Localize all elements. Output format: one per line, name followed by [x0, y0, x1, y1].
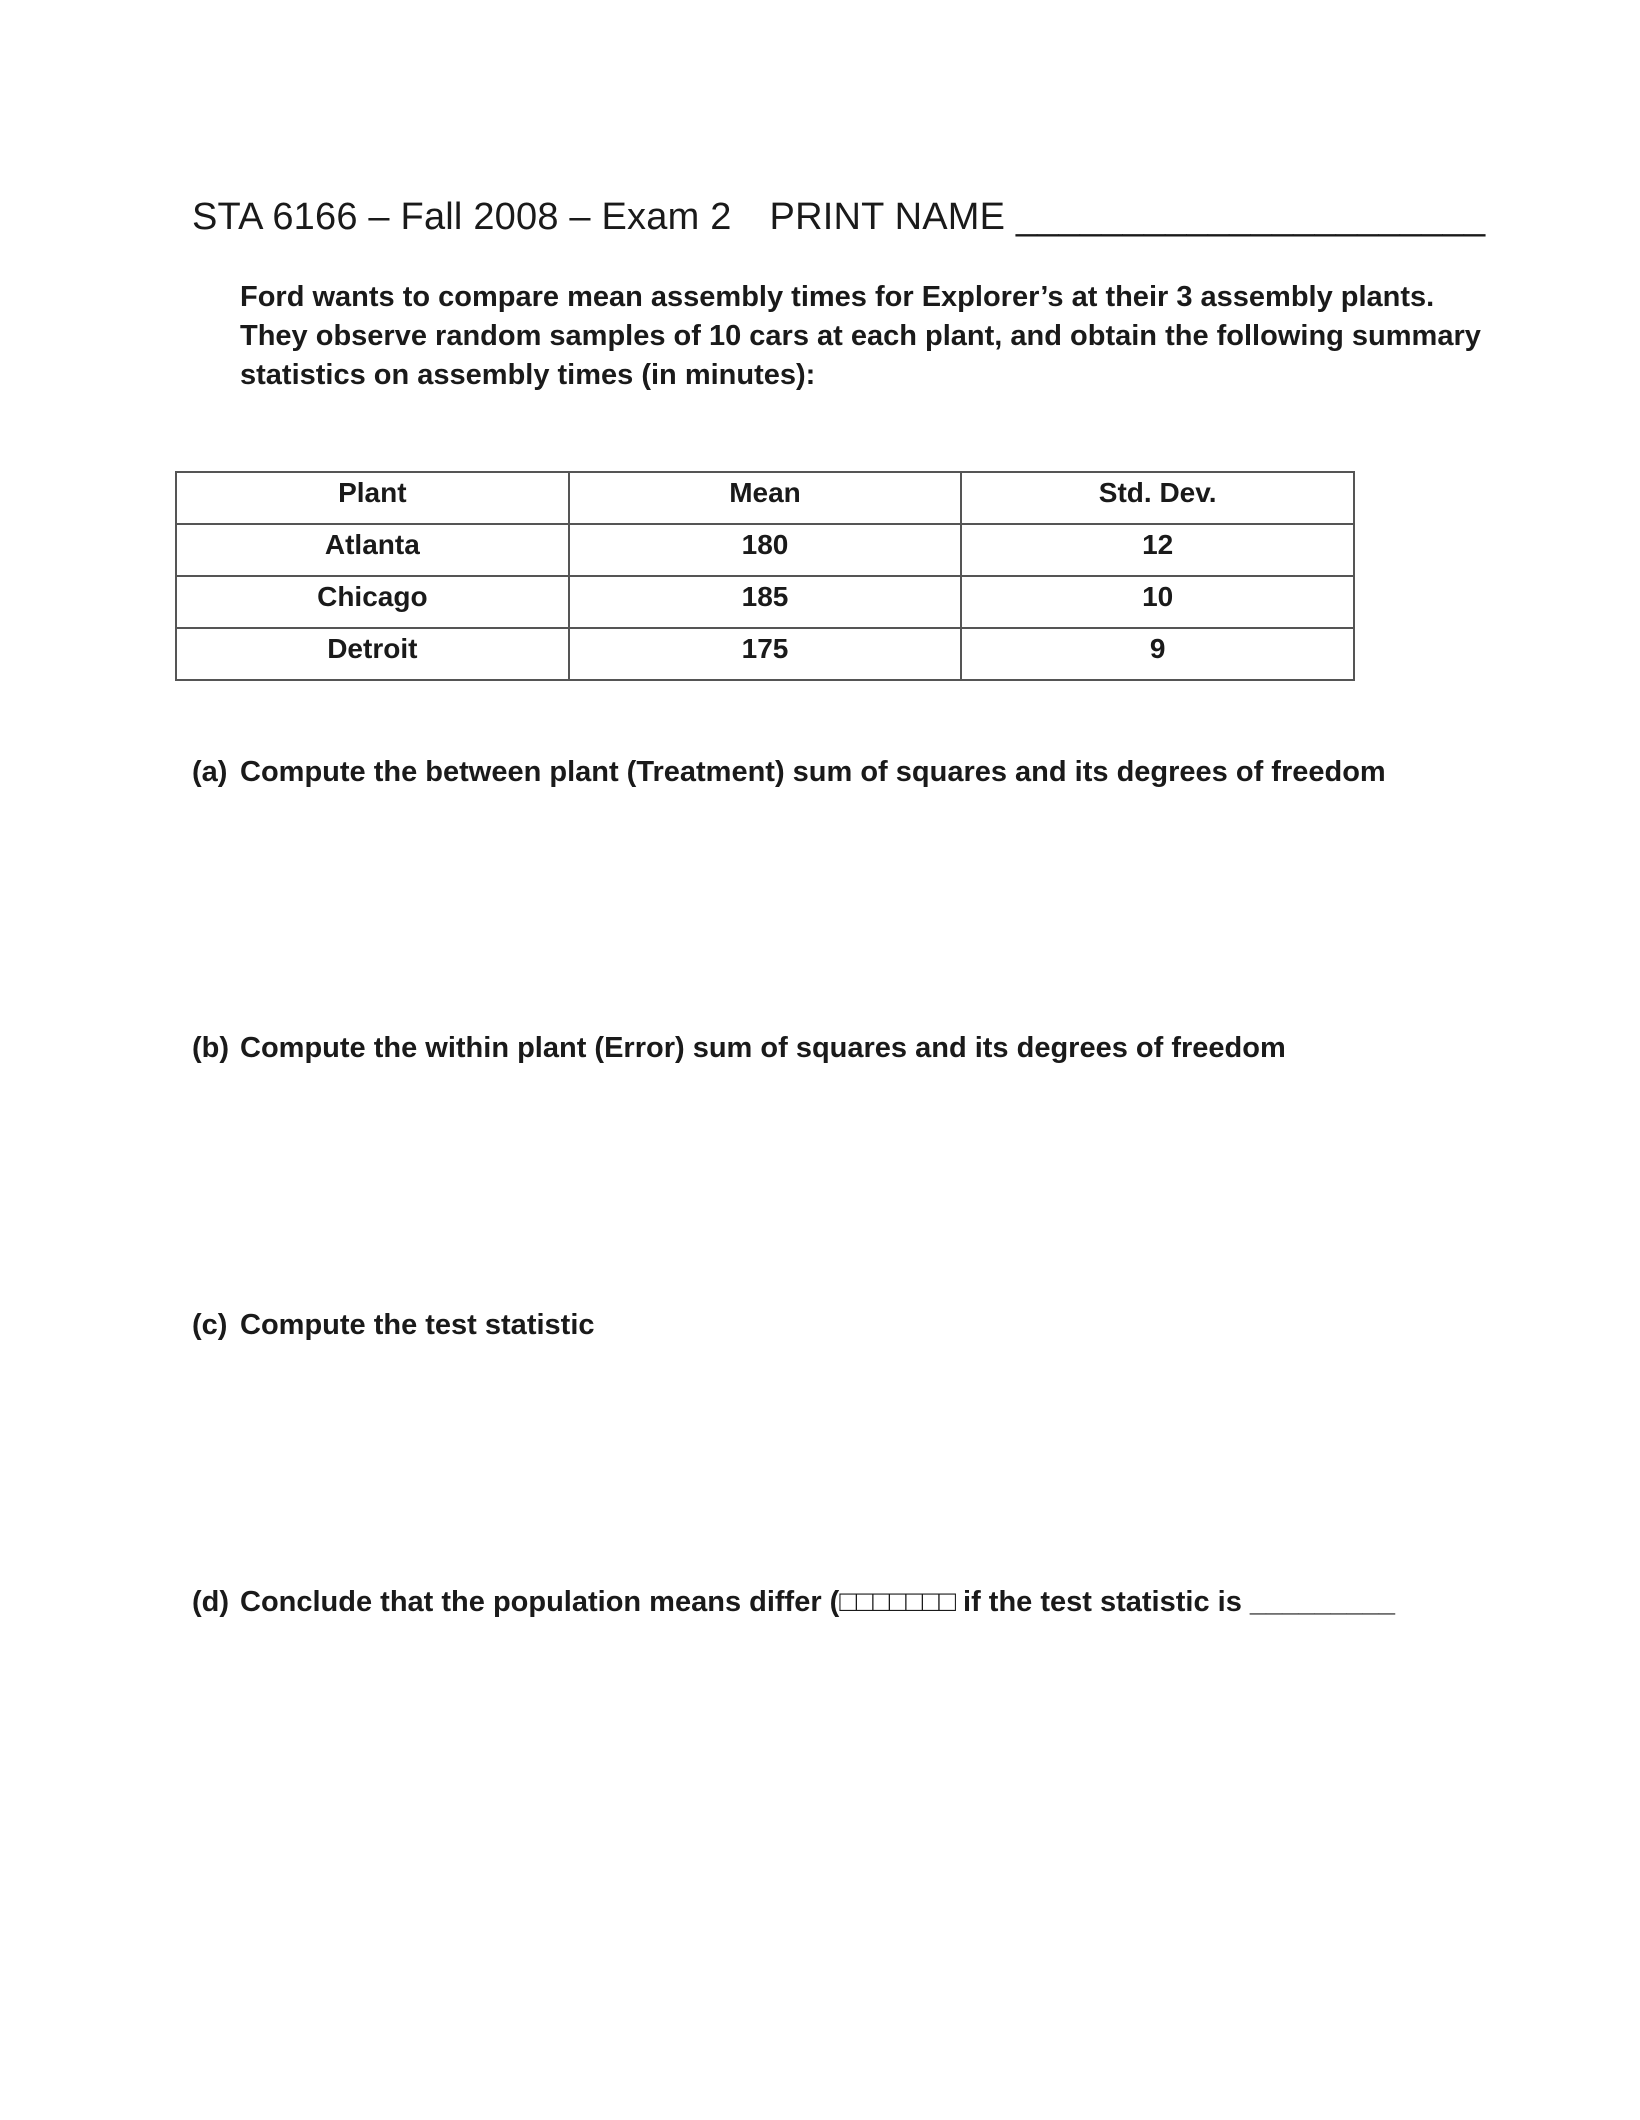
table-row: [176, 524, 1354, 576]
plant-cell: Detroit: [176, 628, 569, 680]
print-name-field[interactable]: PRINT NAME ______________________: [769, 196, 1486, 238]
question-label: (d): [192, 1586, 230, 1618]
table-row: [176, 576, 1354, 628]
summary-statistics-table: [175, 471, 1355, 681]
question-c: [192, 1309, 595, 1342]
problem-line: They observe random samples of 10 cars at each plant, and obtain the following summary: [240, 320, 1481, 352]
plant-cell: Atlanta: [176, 524, 569, 576]
question-a: [192, 756, 1386, 789]
question-d: [192, 1586, 1395, 1619]
problem-statement: [240, 278, 1481, 395]
std-dev-cell: 9: [961, 628, 1354, 680]
question-label: (b): [192, 1032, 230, 1064]
plant-cell: Chicago: [176, 576, 569, 628]
problem-line: Ford wants to compare mean assembly times for Explorer’s at their 3 assembly plants.: [240, 281, 1435, 313]
column-header-std-dev: Std. Dev.: [961, 472, 1354, 524]
column-header-mean: Mean: [569, 472, 962, 524]
mean-cell: 180: [569, 524, 962, 576]
table-header-row: [176, 472, 1354, 524]
question-text: Compute the test statistic: [240, 1309, 595, 1341]
std-dev-cell: 12: [961, 524, 1354, 576]
question-b: [192, 1032, 1286, 1065]
exam-header: [192, 196, 1485, 239]
question-label: (c): [192, 1309, 228, 1341]
question-label: (a): [192, 756, 228, 788]
problem-line: statistics on assembly times (in minutes):: [240, 359, 816, 391]
column-header-plant: Plant: [176, 472, 569, 524]
exam-title: STA 6166 – Fall 2008 – Exam 2: [192, 196, 732, 238]
mean-cell: 185: [569, 576, 962, 628]
question-text: Conclude that the population means differ (: [240, 1586, 840, 1618]
std-dev-cell: 10: [961, 576, 1354, 628]
missing-glyph-boxes: □□□□□□□: [839, 1586, 955, 1618]
mean-cell: 175: [569, 628, 962, 680]
table-row: [176, 628, 1354, 680]
question-text: Compute the within plant (Error) sum of squares and its degrees of freedom: [240, 1032, 1286, 1064]
question-text-end: if the test statistic is _________: [954, 1586, 1396, 1618]
question-text: Compute the between plant (Treatment) sum of squares and its degrees of freedom: [240, 756, 1386, 788]
